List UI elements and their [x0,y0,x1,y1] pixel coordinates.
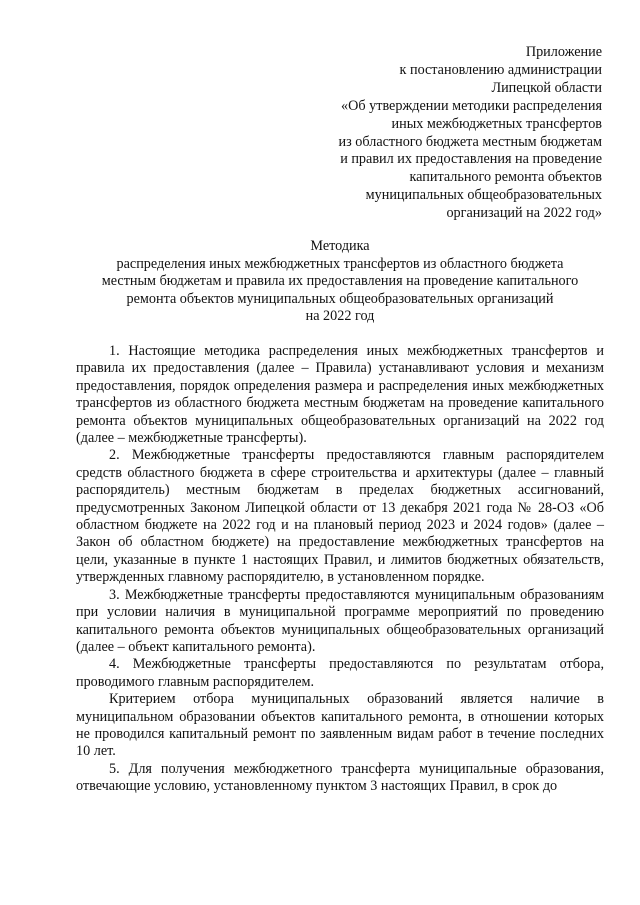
document-title [60,238,620,326]
title-line: Методика [310,238,370,254]
paragraph-4: 4. Межбюджетные трансферты предоставляются по результатам отбора, проводимого главным распорядителем. [76,656,604,690]
paragraph-5: 5. Для получения межбюджетного трансферта муниципальные образования, отвечающие условию, установленному пунктом 3 настоящих Правил, в срок до [76,760,604,795]
paragraph-1: 1. Настоящие методика распределения иных межбюджетных трансфертов и правила их предоставления (далее – Правила) устанавливают условия и механизм предоставления, порядок определения размера и распределения иных межбюджетных трансфертов из областного бюджета местным бюджетам на проведение капитального ремонта объектов муниципальных общеобразовательных организаций на 2022 год (далее – межбюджетные трансферты). [76,343,604,447]
appendix-line: муниципальных общеобразовательных [365,187,602,204]
appendix-line: Приложение [525,44,602,60]
appendix-header [272,44,602,223]
title-line: ремонта объектов муниципальных общеобразовательных организаций [126,290,554,307]
title-line: распределения иных межбюджетных трансфертов из областного бюджета [116,255,564,272]
appendix-line: Липецкой области [491,79,602,96]
appendix-line: и правил их предоставления на проведение [340,151,602,168]
paragraph-criterion: Критерием отбора муниципальных образований является наличие в муниципальном образовании объектов капитального ремонта, в отношении которых не проводился капитальный ремонт по заявленным видам работ в течение последних 10 лет. [76,691,604,760]
title-line: местным бюджетам и правила их предоставления на проведение капитального [101,273,579,290]
appendix-line: к постановлению администрации [399,61,602,78]
appendix-line: иных межбюджетных трансфертов [391,115,602,132]
appendix-line: капитального ремонта объектов [409,169,602,186]
appendix-line: из областного бюджета местным бюджетам [338,133,602,150]
document-body [76,343,604,796]
appendix-line: «Об утверждении методики распределения [341,97,602,114]
title-line: на 2022 год [305,308,375,325]
appendix-line: организаций на 2022 год» [446,205,602,222]
paragraph-3: 3. Межбюджетные трансферты предоставляются муниципальным образованиям при условии наличия в муниципальной программе мероприятий по проведению капитального ремонта объектов муниципальных общеобразовательных организаций (далее – объект капитального ремонта). [76,586,604,655]
paragraph-2: 2. Межбюджетные трансферты предоставляются главным распорядителем средств областного бюджета в сфере строительства и архитектуры (далее – главный распорядитель) местным бюджетам в пределах бюджетных ассигнований, предусмотренных Законом Липецкой области от 13 декабря 2021 года № 28-ОЗ «Об областном бюджете на 2022 год и на плановый период 2023 и 2024 годов» (далее – Закон об областном бюджете) на предоставление межбюджетных трансфертов на цели, указанные в пункте 1 настоящих Правил, и лимитов бюджетных обязательств, утвержденных главному распорядителю, в установленном порядке. [76,447,604,586]
